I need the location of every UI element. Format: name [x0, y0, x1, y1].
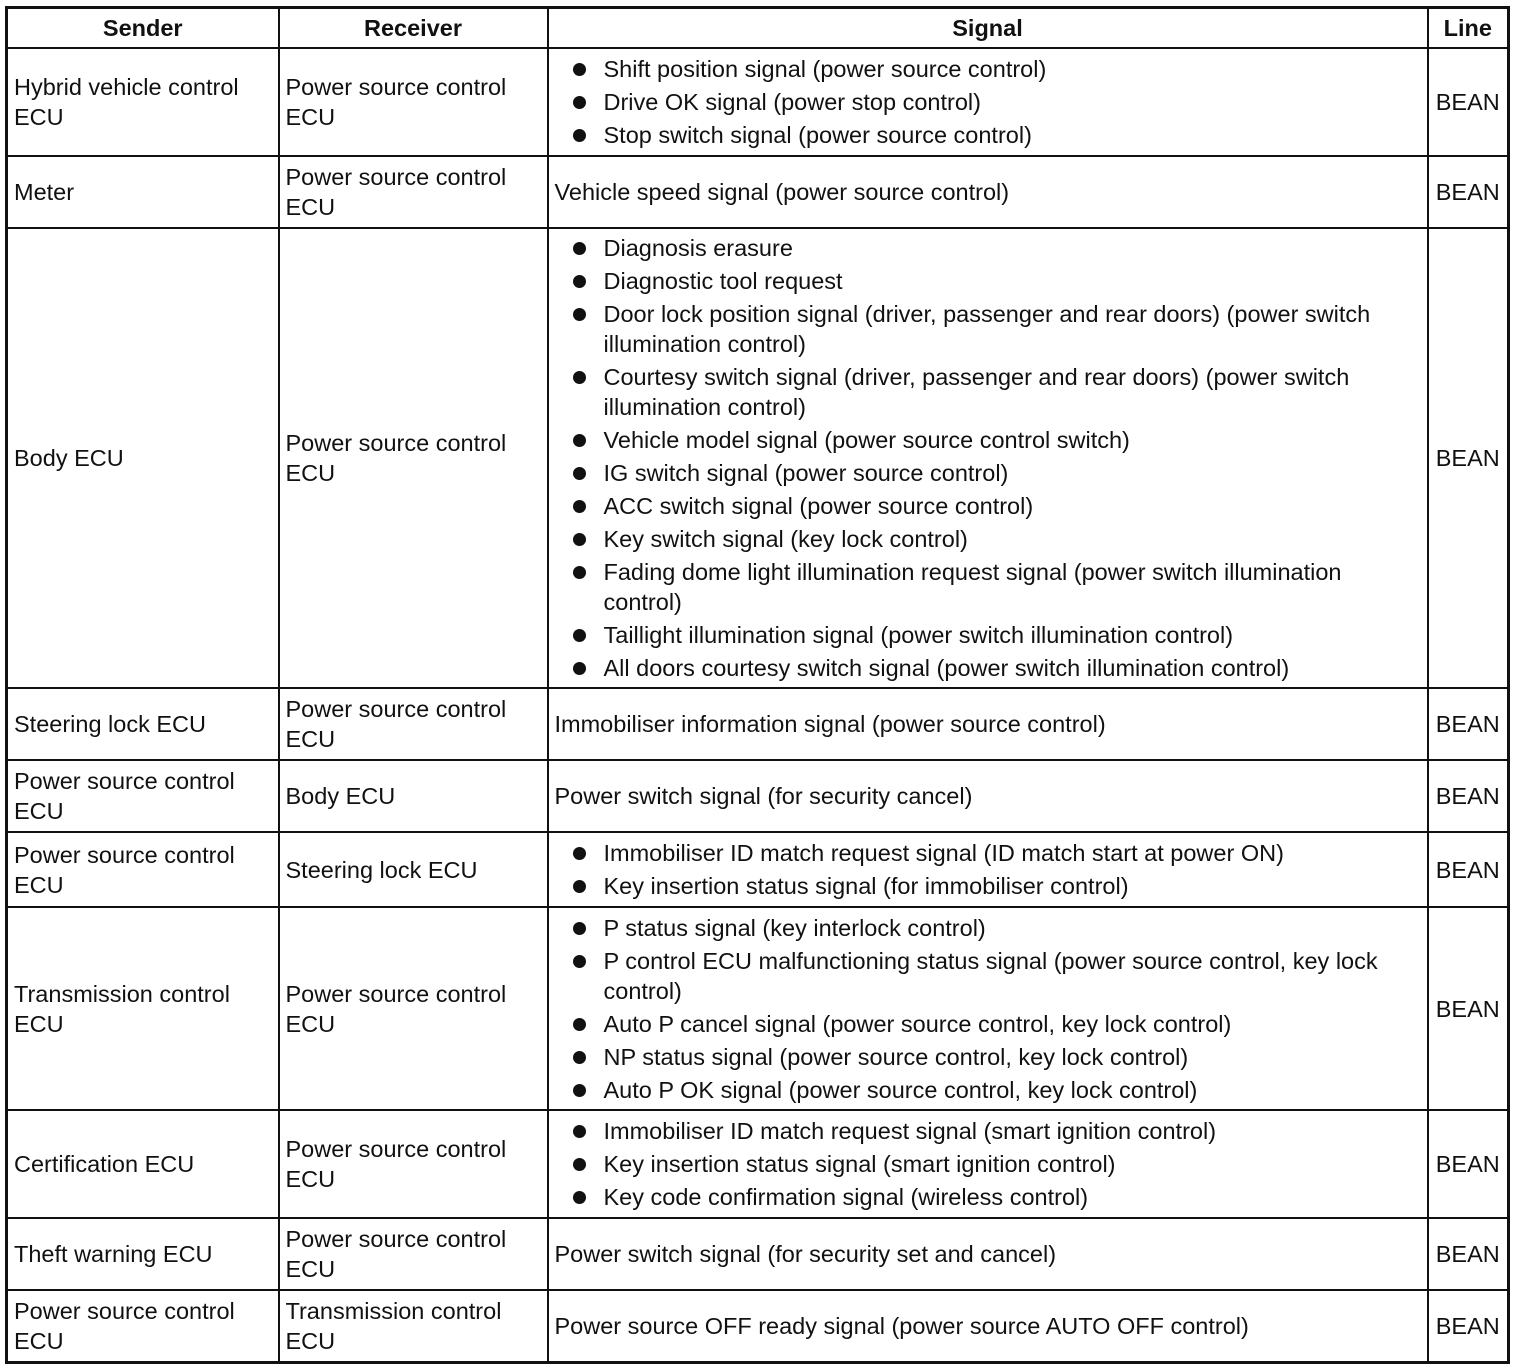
table-row: [7, 832, 1509, 907]
line-cell: BEAN: [1428, 1110, 1509, 1218]
line-cell: BEAN: [1428, 688, 1509, 760]
sender-cell: Power source control ECU: [7, 832, 279, 907]
table-row: [7, 688, 1509, 760]
signal-list-item: Key switch signal (key lock control): [555, 524, 1421, 554]
sender-cell: Steering lock ECU: [7, 688, 279, 760]
signal-list-item: IG switch signal (power source control): [555, 458, 1421, 488]
receiver-cell: Power source control ECU: [279, 1218, 548, 1290]
signal-list-item: Drive OK signal (power stop control): [555, 87, 1421, 117]
line-cell: BEAN: [1428, 228, 1509, 688]
signal-list-item: Vehicle model signal (power source control switch): [555, 425, 1421, 455]
signal-list: [555, 913, 1421, 1105]
signal-list-item: Taillight illumination signal (power switch illumination control): [555, 620, 1421, 650]
receiver-cell: Transmission control ECU: [279, 1290, 548, 1362]
line-cell: BEAN: [1428, 1290, 1509, 1362]
signal-cell: [548, 832, 1428, 907]
line-cell: BEAN: [1428, 907, 1509, 1110]
header-signal: Signal: [548, 8, 1428, 49]
line-cell: BEAN: [1428, 1218, 1509, 1290]
receiver-cell: Power source control ECU: [279, 48, 548, 156]
table-row: [7, 1290, 1509, 1362]
sender-cell: Theft warning ECU: [7, 1218, 279, 1290]
sender-cell: Certification ECU: [7, 1110, 279, 1218]
signal-cell: Immobiliser information signal (power source control): [548, 688, 1428, 760]
signal-list: [555, 1116, 1421, 1212]
signal-list: [555, 54, 1421, 150]
line-cell: BEAN: [1428, 48, 1509, 156]
sender-cell: Hybrid vehicle control ECU: [7, 48, 279, 156]
receiver-cell: Power source control ECU: [279, 156, 548, 228]
signal-list-item: P status signal (key interlock control): [555, 913, 1421, 943]
receiver-cell: Body ECU: [279, 760, 548, 832]
table-row: [7, 907, 1509, 1110]
signal-cell: [548, 1110, 1428, 1218]
signal-list-item: Courtesy switch signal (driver, passenger and rear doors) (power switch illumination control): [555, 362, 1421, 422]
receiver-cell: Power source control ECU: [279, 1110, 548, 1218]
signal-cell: Power source OFF ready signal (power source AUTO OFF control): [548, 1290, 1428, 1362]
signal-list-item: Key insertion status signal (for immobiliser control): [555, 871, 1421, 901]
sender-cell: Power source control ECU: [7, 760, 279, 832]
signal-list-item: Diagnosis erasure: [555, 233, 1421, 263]
signal-list-item: Shift position signal (power source control): [555, 54, 1421, 84]
signal-list: [555, 233, 1421, 683]
signal-list-item: All doors courtesy switch signal (power switch illumination control): [555, 653, 1421, 683]
table-row: [7, 1218, 1509, 1290]
signal-list-item: NP status signal (power source control, key lock control): [555, 1042, 1421, 1072]
sender-cell: Body ECU: [7, 228, 279, 688]
sender-cell: Power source control ECU: [7, 1290, 279, 1362]
receiver-cell: Steering lock ECU: [279, 832, 548, 907]
signal-list-item: Auto P OK signal (power source control, key lock control): [555, 1075, 1421, 1105]
signal-cell: Power switch signal (for security cancel): [548, 760, 1428, 832]
signal-cell: [548, 907, 1428, 1110]
signal-cell: Vehicle speed signal (power source control): [548, 156, 1428, 228]
signal-list-item: Immobiliser ID match request signal (ID match start at power ON): [555, 838, 1421, 868]
signal-list-item: Fading dome light illumination request signal (power switch illumination control): [555, 557, 1421, 617]
signal-list-item: Stop switch signal (power source control): [555, 120, 1421, 150]
header-line: Line: [1428, 8, 1509, 49]
table-row: [7, 48, 1509, 156]
header-row: [7, 8, 1509, 49]
signal-list-item: Key insertion status signal (smart ignition control): [555, 1149, 1421, 1179]
sender-cell: Meter: [7, 156, 279, 228]
signal-cell: Power switch signal (for security set and cancel): [548, 1218, 1428, 1290]
line-cell: BEAN: [1428, 156, 1509, 228]
signal-list-item: Diagnostic tool request: [555, 266, 1421, 296]
table-row: [7, 156, 1509, 228]
table-row: [7, 760, 1509, 832]
signal-table: [5, 6, 1510, 1364]
signal-cell: [548, 48, 1428, 156]
receiver-cell: Power source control ECU: [279, 907, 548, 1110]
line-cell: BEAN: [1428, 760, 1509, 832]
signal-list-item: ACC switch signal (power source control): [555, 491, 1421, 521]
receiver-cell: Power source control ECU: [279, 228, 548, 688]
signal-list-item: Key code confirmation signal (wireless control): [555, 1182, 1421, 1212]
signal-list-item: Auto P cancel signal (power source control, key lock control): [555, 1009, 1421, 1039]
signal-list-item: Immobiliser ID match request signal (smart ignition control): [555, 1116, 1421, 1146]
sender-cell: Transmission control ECU: [7, 907, 279, 1110]
header-receiver: Receiver: [279, 8, 548, 49]
signal-list: [555, 838, 1421, 901]
table-row: [7, 228, 1509, 688]
line-cell: BEAN: [1428, 832, 1509, 907]
table-row: [7, 1110, 1509, 1218]
receiver-cell: Power source control ECU: [279, 688, 548, 760]
signal-list-item: P control ECU malfunctioning status signal (power source control, key lock control): [555, 946, 1421, 1006]
signal-list-item: Door lock position signal (driver, passenger and rear doors) (power switch illumination control): [555, 299, 1421, 359]
header-sender: Sender: [7, 8, 279, 49]
signal-cell: [548, 228, 1428, 688]
